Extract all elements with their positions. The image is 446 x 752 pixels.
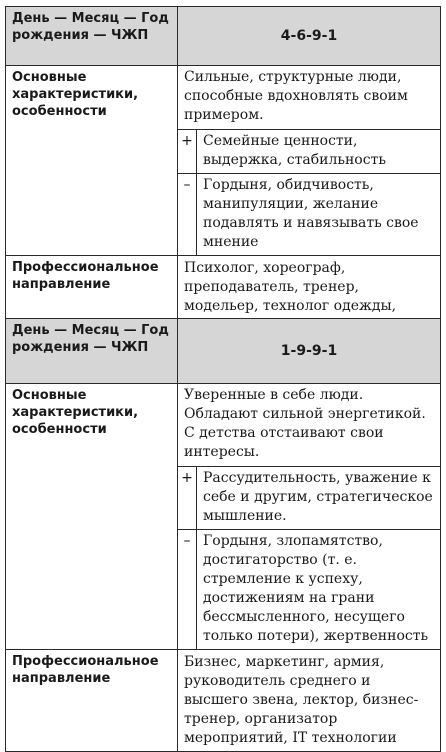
characteristics-label: Основные характеристики, особенности: [6, 384, 178, 649]
plus-sign: +: [178, 467, 197, 529]
header-code: 4-6-9-1: [280, 28, 338, 44]
profession-row: [6, 650, 440, 751]
minus-text: Гордыня, обидчивость, манипуляции, желание подавлять и навязывать свое мнение: [203, 177, 419, 250]
characteristics-description: Уверенные в себе люди. Обладают сильной энергетикой. С детства отстаивают свои интересы.: [184, 387, 426, 460]
characteristics-row: [6, 384, 440, 650]
plus-row: [178, 466, 440, 529]
table-4691: [5, 6, 441, 358]
minus-row: [178, 529, 440, 649]
plus-text: Семейные ценности, выдержка, стабильность: [203, 133, 386, 168]
table-header: [6, 319, 440, 384]
characteristics-description: Сильные, структурные люди, способные вдохновлять своим примером.: [184, 69, 408, 123]
table-1991: [5, 318, 441, 752]
table-header: [6, 7, 440, 66]
profession-value: Психолог, хореограф, преподаватель, тренер, модельер, технолог одежды,: [184, 260, 397, 314]
profession-value: Бизнес, маркетинг, армия, руководитель среднего и высшего звена, лектор, бизнес-тренер, организатор мероприятий, IT технологии: [184, 654, 419, 746]
characteristics-value: [178, 66, 440, 255]
characteristics-value: [178, 384, 440, 649]
characteristics-row: [6, 66, 440, 256]
profession-label: Профессиональное направление: [6, 650, 178, 751]
plus-row: [178, 129, 440, 173]
profession-label: Профессиональное направление: [6, 256, 178, 357]
characteristics-label: Основные характеристики, особенности: [6, 66, 178, 255]
minus-sign: –: [178, 530, 197, 649]
plus-sign: +: [178, 130, 197, 173]
minus-sign: –: [178, 174, 197, 255]
header-code: 1-9-9-1: [280, 343, 338, 359]
minus-text: Гордыня, злопамятство, достигаторство (т. е. стремление к успеху, достижениям на грани бессмысленного, несущего только потери), жертвенность: [203, 533, 429, 644]
minus-row: [178, 173, 440, 255]
header-label: День — Месяц — Год рождения — ЧЖП: [6, 7, 178, 65]
header-label: День — Месяц — Год рождения — ЧЖП: [6, 319, 178, 383]
plus-text: Рассудительность, уважение к себе и другим, стратегическое мышление.: [203, 470, 433, 524]
